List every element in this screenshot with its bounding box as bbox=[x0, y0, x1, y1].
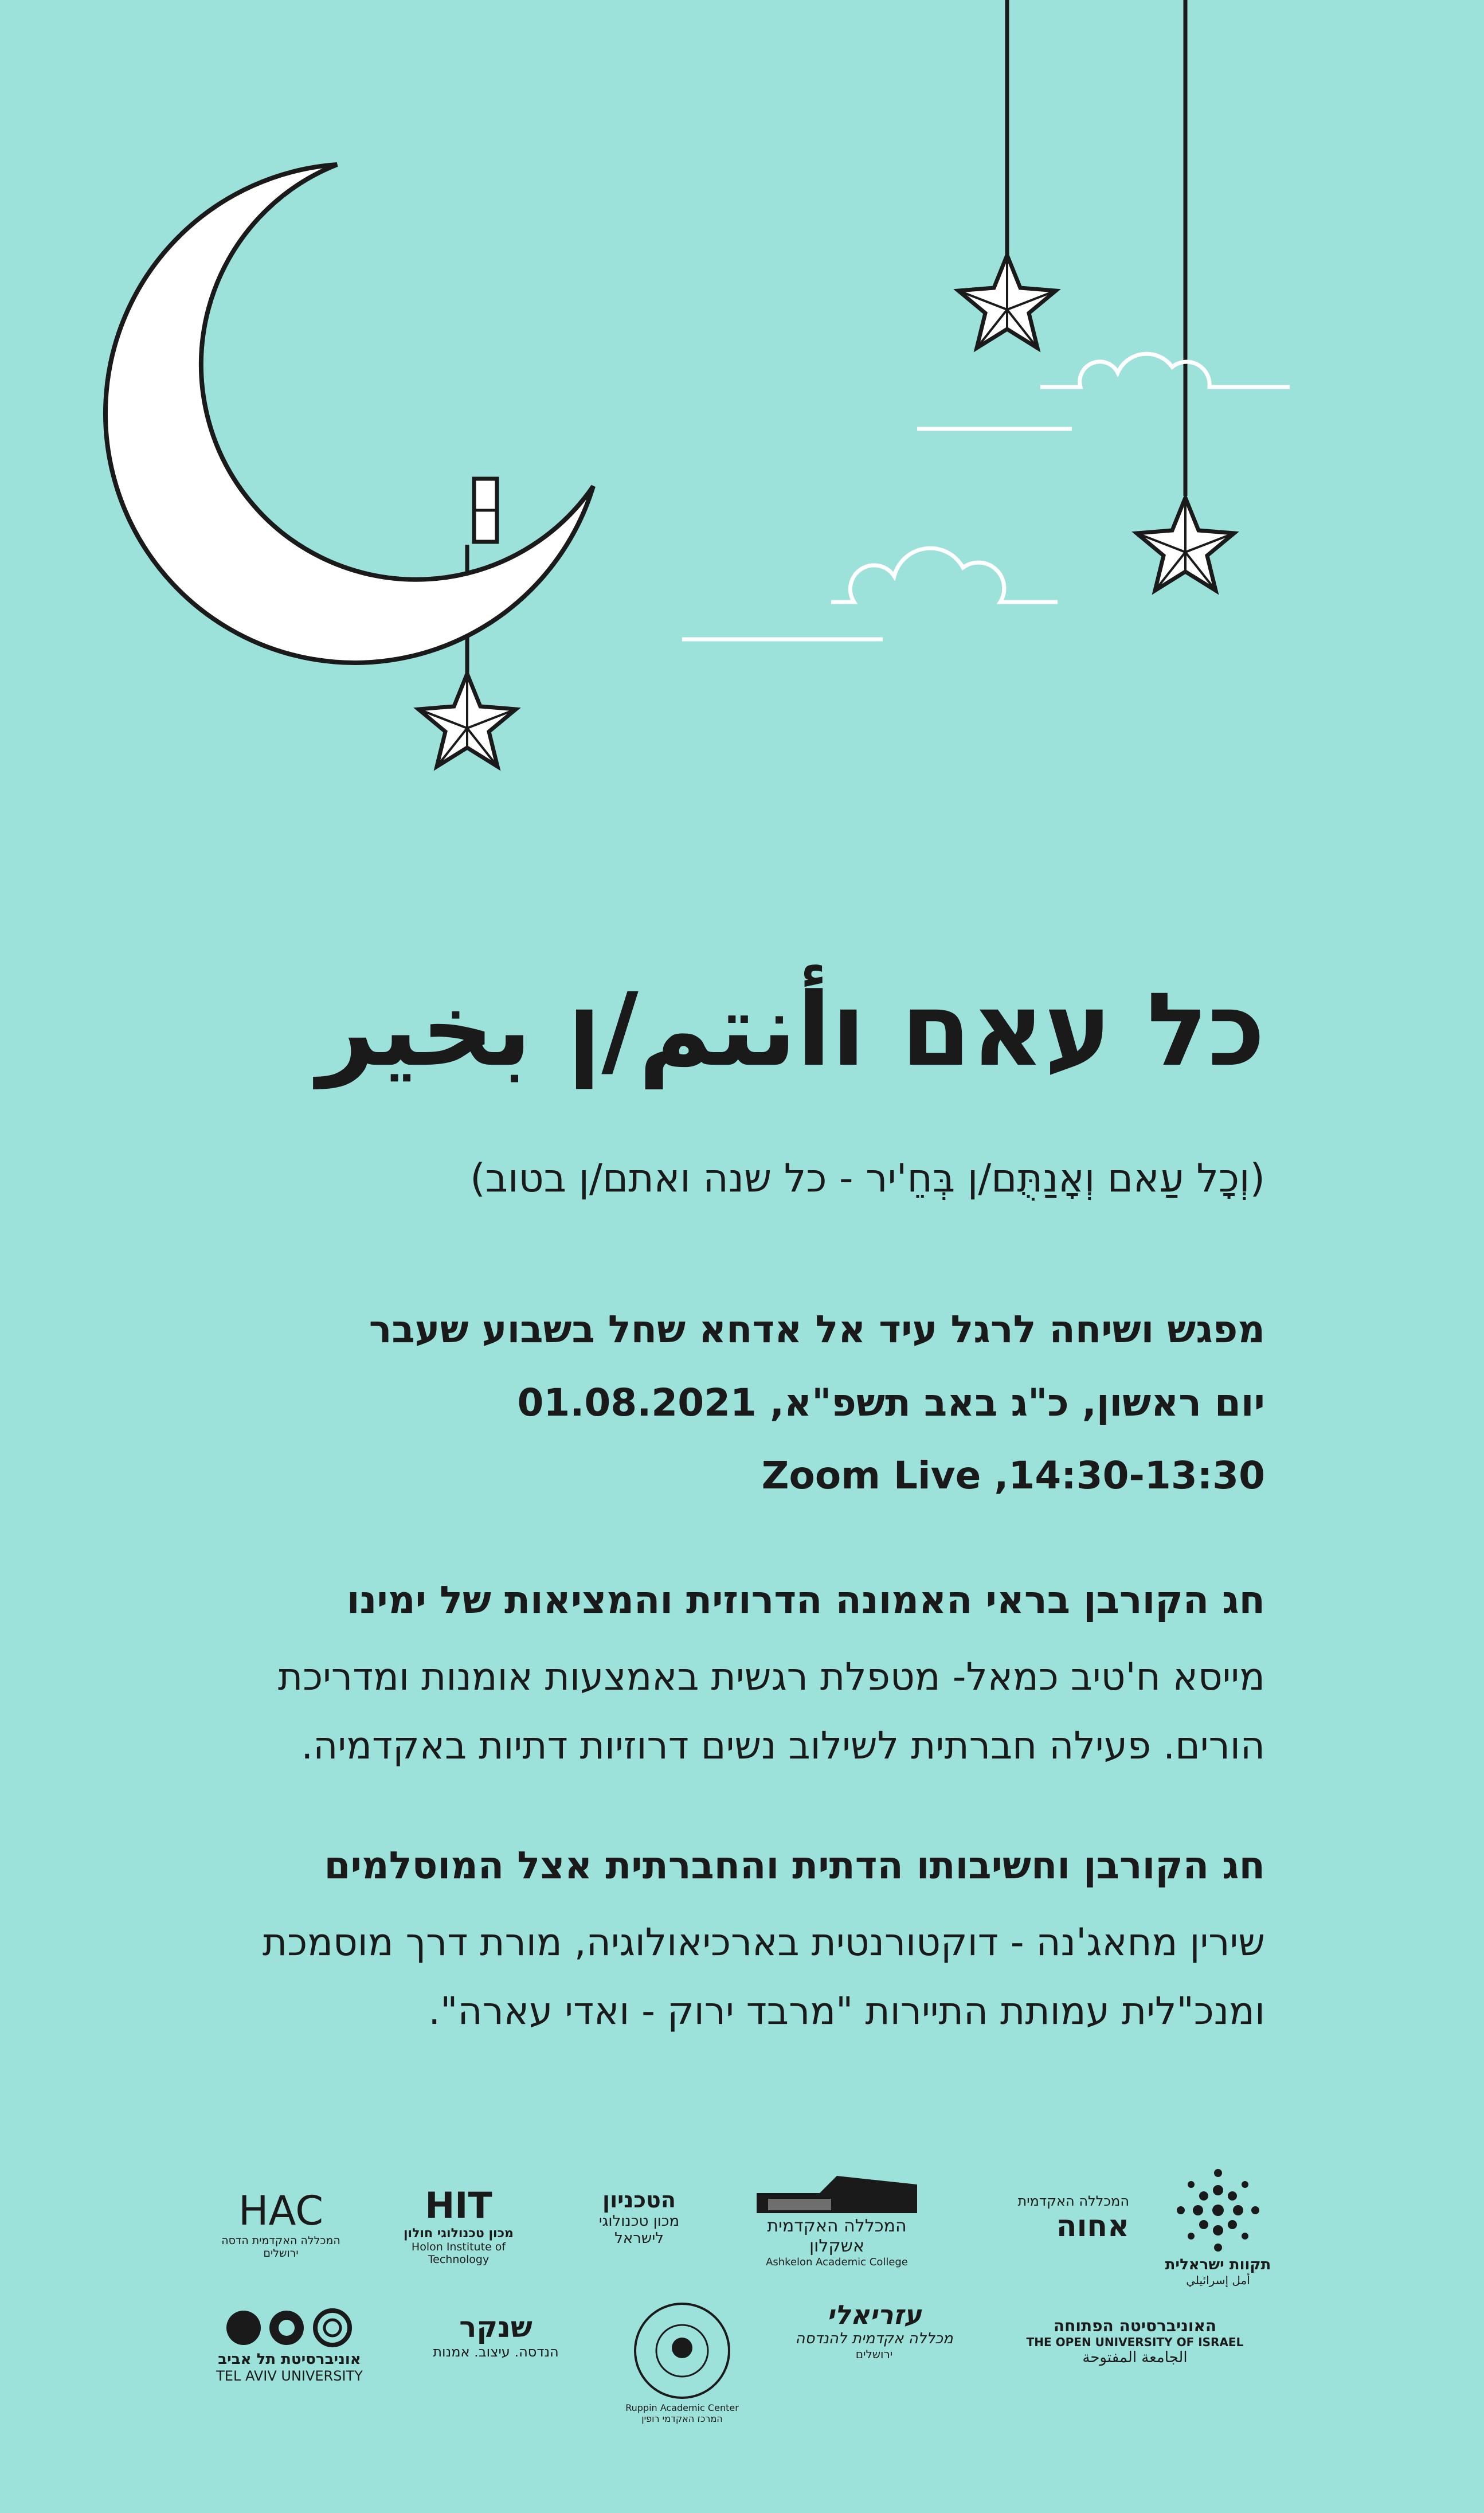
logo-shenkar-title: שנקר bbox=[459, 2311, 532, 2344]
event-description: מפגש ושיחה לרגל עיד אל אדחא שחל בשבוע שעבר bbox=[369, 1307, 1265, 1351]
logo-openu-subtitle: THE OPEN UNIVERSITY OF ISRAEL bbox=[1026, 2335, 1244, 2349]
logo-openu bbox=[1009, 2316, 1261, 2366]
logo-azrieli-title: עזריאלי bbox=[827, 2299, 922, 2330]
logo-technion bbox=[567, 2187, 711, 2247]
logo-hac-title: HAC bbox=[238, 2187, 324, 2234]
logo-ruppin-title: Ruppin Academic Center bbox=[625, 2402, 739, 2413]
logo-hac-subtitle: המכללה האקדמית הדסה ירושלים bbox=[221, 2234, 340, 2260]
section-heading: חג הקורבן וחשיבותו הדתית והחברתית אצל המוסלמים bbox=[324, 1843, 1265, 1887]
page-subtitle: (וְכָל עַאם וְאָנַתֻּם/ן בְּחֵ'יר - כל שנה ואתם/ן בטוב) bbox=[470, 1156, 1265, 1201]
section-body: שירין מחאג'נה - דוקטורנטית בארכיאולוגיה, מורת דרך מוסמכת ומנכ"לית עמותת התיירות "מרבד ירוק - ואדי עארה". bbox=[262, 1920, 1265, 2033]
ashkelon-building-icon bbox=[751, 2173, 923, 2216]
logo-azrieli-subtitle: מכללה אקדמית להנדסה bbox=[795, 2330, 953, 2347]
cloud-icon bbox=[682, 548, 1058, 639]
logo-hit-title: HIT bbox=[425, 2184, 492, 2226]
logo-ashkelon-subtitle: Ashkelon Academic College bbox=[766, 2256, 908, 2268]
section-body: מייסא ח'טיב כמאל- מטפלת רגשית באמצעות אומנות ומדריכת הורים. פעילה חברתית לשילוב נשים דרוזיות דתיות באקדמיה. bbox=[277, 1655, 1265, 1768]
logo-ruppin bbox=[625, 2299, 739, 2424]
logo-tikvot-title: תקוות ישראלית bbox=[1165, 2256, 1271, 2273]
ruppin-seal-icon bbox=[631, 2299, 734, 2402]
logo-tikvot-subtitle: أمل إسرائيلي bbox=[1186, 2273, 1250, 2287]
logo-shenkar bbox=[418, 2311, 573, 2360]
logo-technion-subtitle-2: לישראל bbox=[614, 2230, 664, 2247]
logo-openu-title: האוניברסיטה הפתוחה bbox=[1053, 2316, 1217, 2335]
tau-circles-icon bbox=[218, 2305, 361, 2351]
logo-hit bbox=[390, 2184, 527, 2266]
logo-hit-subtitle-en: Holon Institute of Technology bbox=[411, 2241, 506, 2266]
logo-tau bbox=[212, 2305, 367, 2384]
logo-tau-title: אוניברסיטת תל אביב bbox=[218, 2351, 361, 2368]
logo-technion-subtitle: מכון טכנולוגי bbox=[598, 2213, 680, 2230]
event-date: יום ראשון, כ"ג באב תשפ"א, 01.08.2021 bbox=[517, 1381, 1265, 1425]
cloud-icon bbox=[917, 354, 1290, 429]
crescent-moon-icon bbox=[105, 165, 593, 663]
logo-azrieli-city: ירושלים bbox=[855, 2347, 893, 2361]
logo-openu-arabic: الجامعة المفتوحة bbox=[1082, 2349, 1188, 2366]
logo-ashkelon-title: המכללה האקדמית אשקלון bbox=[767, 2216, 907, 2256]
section-heading: חג הקורבן בראי האמונה הדרוזית והמציאות של ימינו bbox=[346, 1578, 1265, 1622]
logo-achva-title: אחוה bbox=[1056, 2209, 1129, 2244]
logo-tau-subtitle: TEL AVIV UNIVERSITY bbox=[216, 2368, 363, 2384]
logo-technion-title: הטכניון bbox=[602, 2187, 676, 2213]
event-time-location: Zoom Live ,14:30-13:30 bbox=[761, 1453, 1265, 1498]
logo-hit-subtitle: מכון טכנולוגי חולון bbox=[404, 2226, 514, 2241]
star-icon bbox=[1137, 498, 1234, 591]
logo-ruppin-subtitle: המרכז האקדמי רופין bbox=[641, 2413, 723, 2424]
logo-shenkar-subtitle: הנדסה. עיצוב. אמנות bbox=[433, 2344, 559, 2360]
tikvot-dots-icon bbox=[1169, 2164, 1267, 2256]
star-icon bbox=[418, 674, 516, 767]
logo-achva-subtitle: המכללה האקדמית bbox=[1017, 2193, 1129, 2209]
logo-ashkelon bbox=[745, 2173, 929, 2268]
logo-azrieli bbox=[780, 2299, 969, 2361]
logo-tikvot bbox=[1152, 2164, 1284, 2287]
page-title: כל עאם וأنتم/ן بخير bbox=[317, 971, 1265, 1089]
star-icon bbox=[958, 255, 1056, 348]
decoration-illustration bbox=[0, 0, 1484, 860]
logo-achva bbox=[974, 2193, 1129, 2244]
logo-hac bbox=[212, 2187, 350, 2260]
